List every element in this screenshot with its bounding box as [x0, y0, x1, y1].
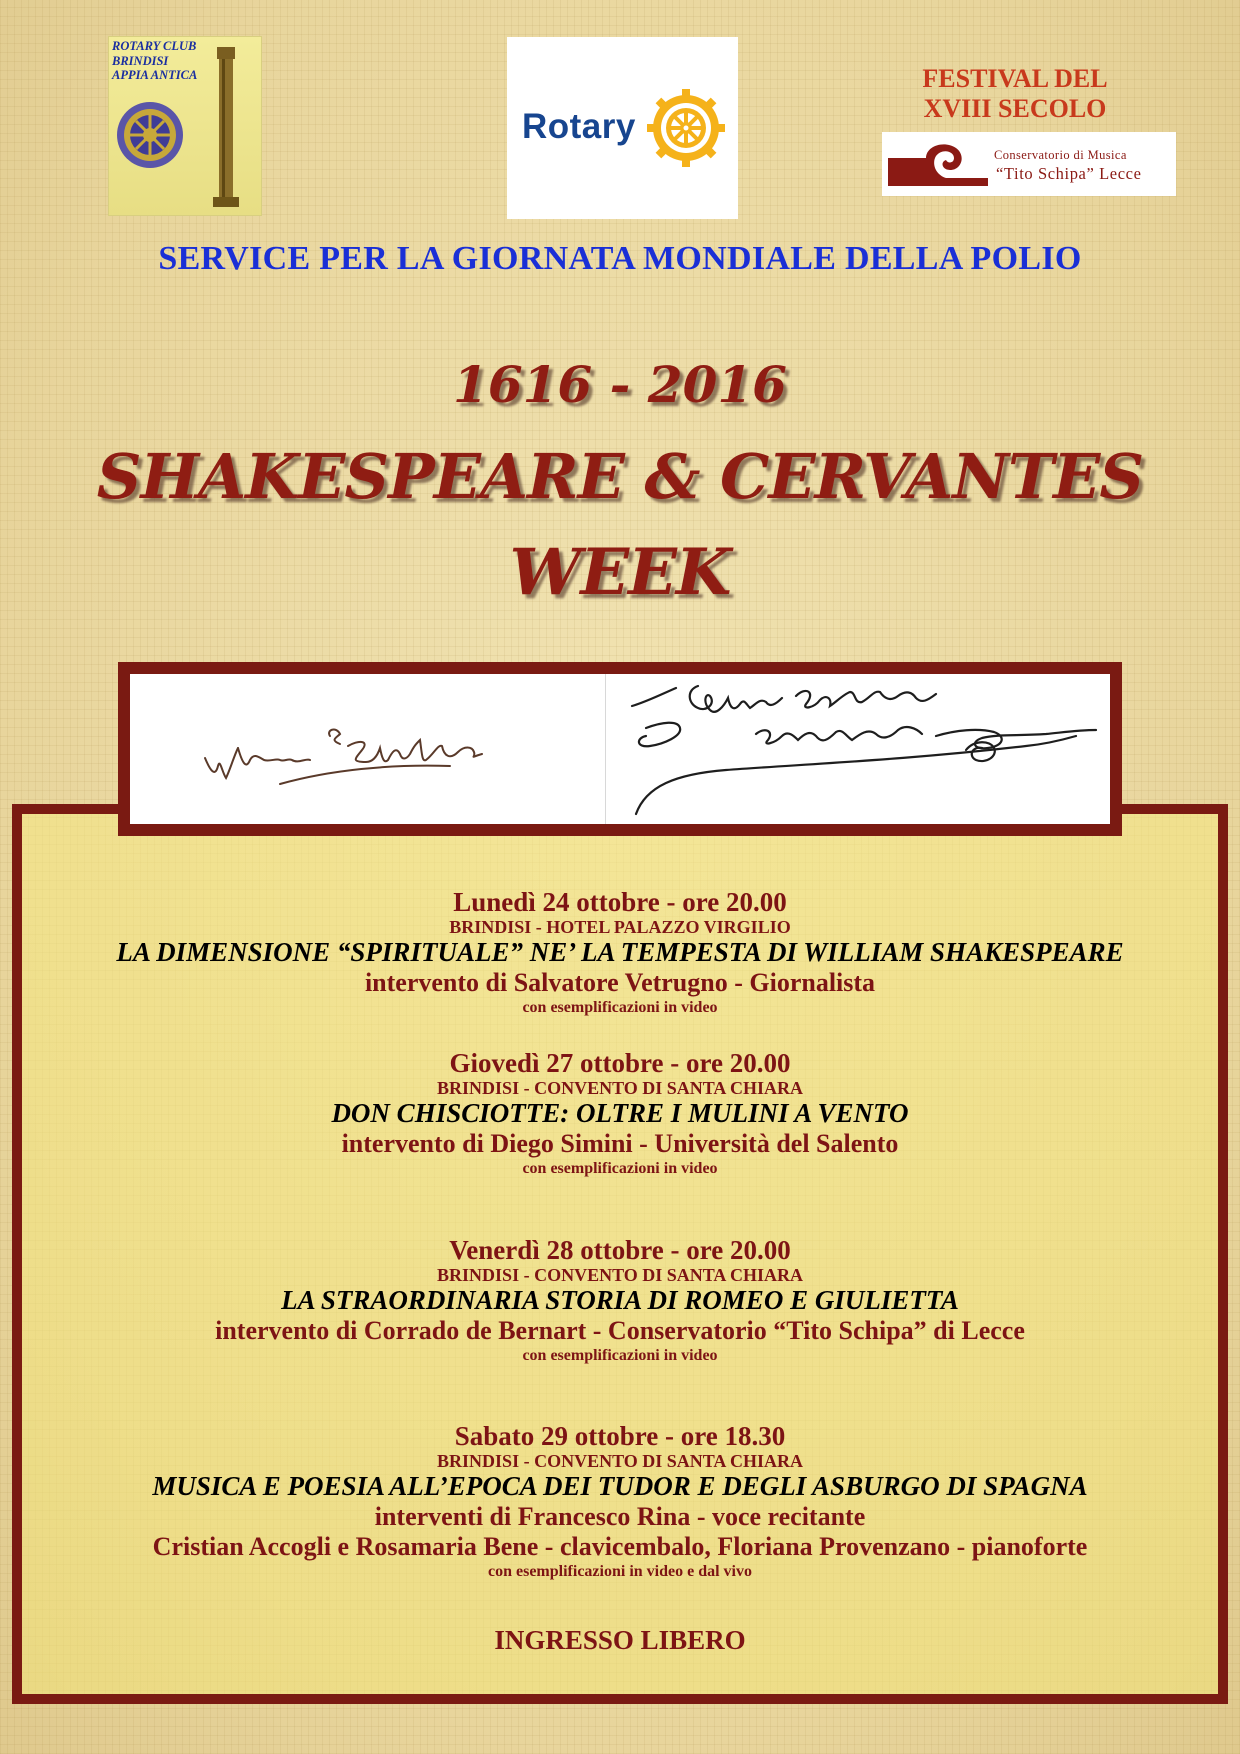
event-speaker: interventi di Francesco Rina - voce recitante: [374, 1502, 866, 1531]
roman-column-icon: [205, 45, 245, 213]
event-note: con esemplificazioni in video: [522, 1160, 718, 1177]
event-title: MUSICA E POESIA ALL’EPOCA DEI TUDOR E DEGLI ASBURGO DI SPAGNA: [152, 1471, 1088, 1501]
rotary-club-logo-text: ROTARY CLUB BRINDISI APPIA ANTICA: [112, 39, 198, 82]
event-date: Lunedì 24 ottobre - ore 20.00: [453, 887, 787, 917]
event-speaker: intervento di Salvatore Vetrugno - Giornalista: [364, 968, 876, 997]
event-speaker: intervento di Diego Simini - Università del Salento: [341, 1129, 899, 1158]
rotary-wheel-icon: [115, 99, 185, 171]
conservatorio-logo: [882, 132, 1176, 196]
free-entry-notice: INGRESSO LIBERO: [494, 1625, 746, 1655]
rotary-gear-icon: [647, 89, 725, 167]
event-title: LA DIMENSIONE “SPIRITUALE” NE’ LA TEMPESTA DI WILLIAM SHAKESPEARE: [116, 937, 1124, 967]
event-2: [0, 1048, 1240, 1178]
event-date: Sabato 29 ottobre - ore 18.30: [454, 1421, 786, 1451]
main-title: SHAKESPEARE & CERVANTES: [96, 440, 1144, 513]
conservatorio-name-line1: Conservatorio di Musica: [994, 148, 1127, 162]
rotary-logo: [507, 37, 738, 219]
conservatorio-name-line2: “Tito Schipa” Lecce: [996, 164, 1142, 183]
signatures-panel: [130, 674, 1110, 824]
event-performers: Cristian Accogli e Rosamaria Bene - clavicembalo, Floriana Provenzano - pianoforte: [152, 1532, 1088, 1561]
shakespeare-signature: [130, 674, 605, 824]
event-date: Venerdì 28 ottobre - ore 20.00: [449, 1235, 791, 1265]
festival-title: FESTIVAL DEL XVIII SECOLO: [922, 64, 1108, 123]
service-headline: SERVICE PER LA GIORNATA MONDIALE DELLA POLIO: [158, 240, 1082, 277]
event-note: con esemplificazioni in video: [522, 999, 718, 1016]
main-title-week: WEEK: [509, 535, 731, 610]
cervantes-signature: [606, 674, 1110, 824]
event-1: [0, 887, 1240, 1017]
event-location: BRINDISI - CONVENTO DI SANTA CHIARA: [437, 1265, 803, 1285]
event-title: DON CHISCIOTTE: OLTRE I MULINI A VENTO: [331, 1098, 909, 1128]
rotary-logo-wordmark: Rotary: [522, 107, 636, 146]
signatures-frame: [118, 662, 1122, 836]
event-speaker: intervento di Corrado de Bernart - Conservatorio “Tito Schipa” di Lecce: [215, 1316, 1025, 1345]
event-4: [0, 1421, 1240, 1581]
event-note: con esemplificazioni in video: [522, 1347, 718, 1364]
event-3: [0, 1235, 1240, 1365]
event-location: BRINDISI - CONVENTO DI SANTA CHIARA: [437, 1451, 803, 1471]
event-date: Giovedì 27 ottobre - ore 20.00: [449, 1048, 791, 1078]
conservatorio-emblem-icon: [886, 138, 990, 190]
event-title: LA STRAORDINARIA STORIA DI ROMEO E GIULIETTA: [281, 1285, 959, 1315]
years-heading: 1616 - 2016: [453, 355, 787, 414]
event-location: BRINDISI - HOTEL PALAZZO VIRGILIO: [449, 917, 791, 937]
rotary-club-brindisi-logo: [108, 36, 262, 216]
event-note: con esemplificazioni in video e dal vivo: [488, 1563, 752, 1580]
event-location: BRINDISI - CONVENTO DI SANTA CHIARA: [437, 1078, 803, 1098]
